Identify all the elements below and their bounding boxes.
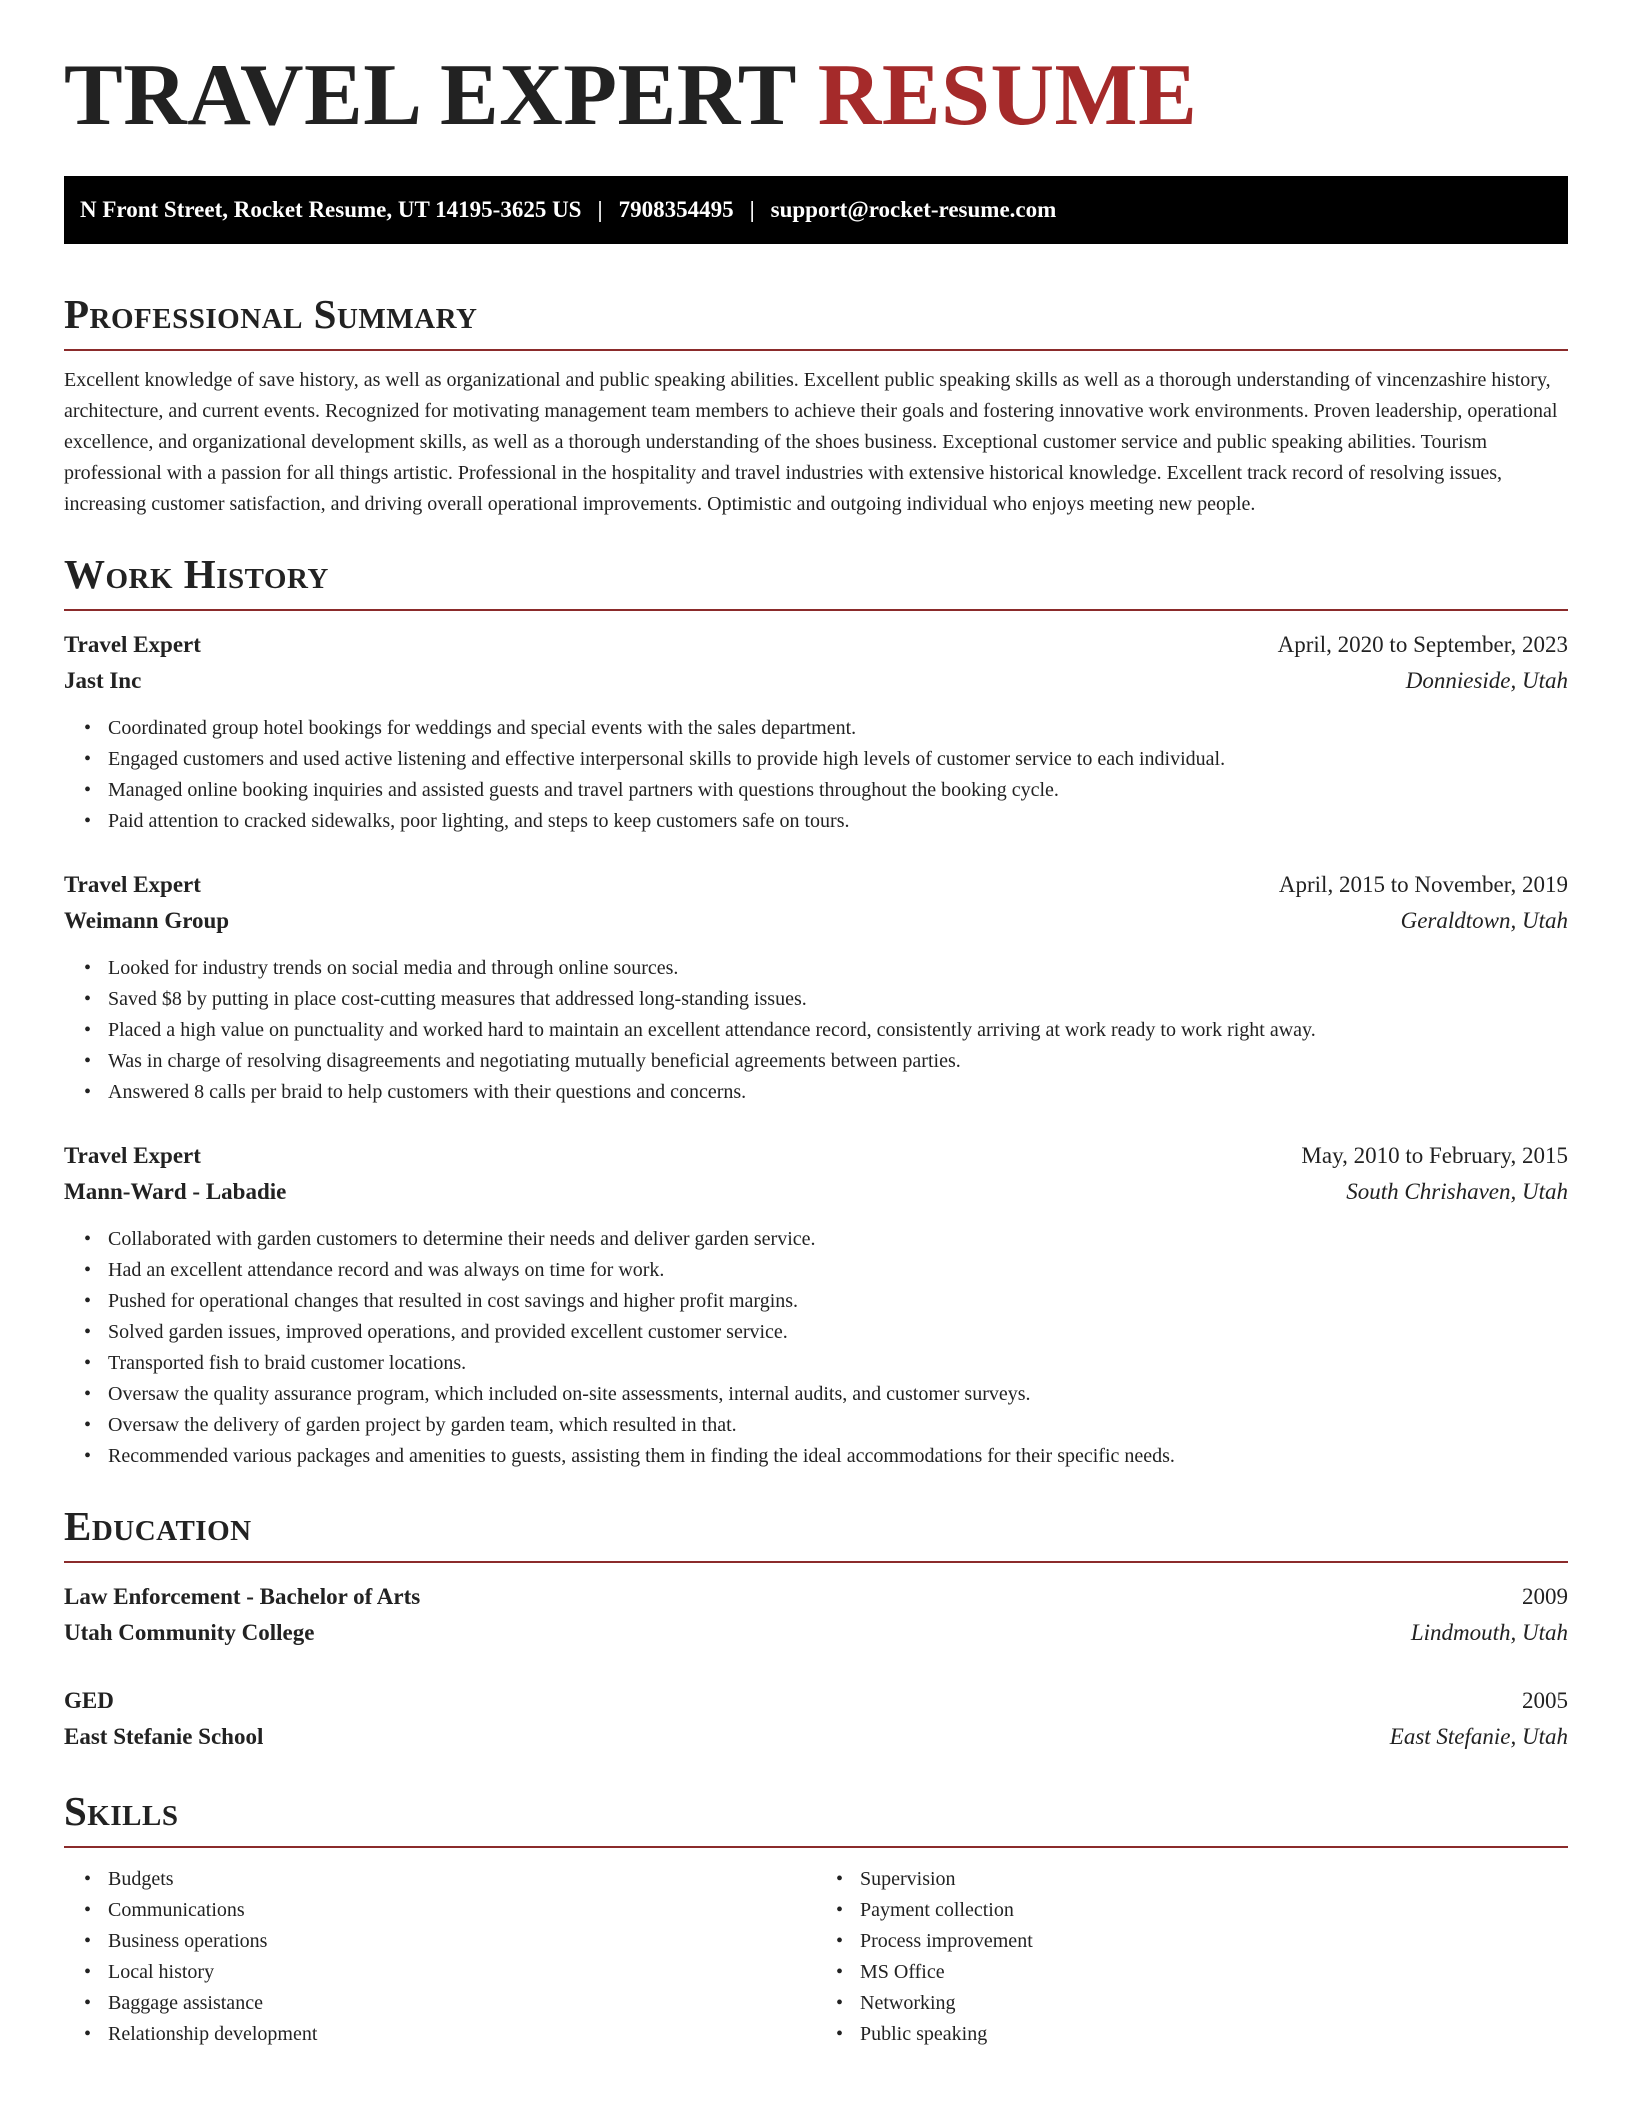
list-item: • Coordinated group hotel bookings for weddings and special events with the sales department. — [108, 713, 1568, 744]
title-main: TRAVEL EXPERT — [64, 47, 796, 144]
skill-item: • Business operations — [108, 1926, 816, 1957]
job-company-row — [64, 1174, 1568, 1210]
job-location: Donnieside, Utah — [1405, 668, 1568, 693]
job-company: Mann-Ward - Labadie — [64, 1179, 287, 1204]
list-item: • Oversaw the delivery of garden project by garden team, which resulted in that. — [108, 1410, 1568, 1441]
education-school: Utah Community College — [64, 1620, 315, 1645]
resume-title — [64, 0, 1568, 144]
summary-heading: Professional Summary — [64, 291, 478, 337]
contact-separator: | — [749, 197, 755, 222]
education-heading: Education — [64, 1503, 252, 1549]
job-entry — [64, 867, 1568, 1108]
contact-address: N Front Street, Rocket Resume, UT 14195-3625 US — [80, 197, 582, 222]
list-item: • Recommended various packages and amenities to guests, assisting them in finding the ideal accommodations for their specific needs. — [108, 1441, 1568, 1472]
skill-item: • Baggage assistance — [108, 1988, 816, 2019]
list-item: • Solved garden issues, improved operations, and provided excellent customer service. — [108, 1317, 1568, 1348]
title-accent: RESUME — [817, 47, 1198, 144]
job-entry — [64, 627, 1568, 837]
job-bullets — [64, 1224, 1568, 1472]
skill-item: • Payment collection — [860, 1895, 1568, 1926]
skill-item: • Networking — [860, 1988, 1568, 2019]
job-dates: April, 2015 to November, 2019 — [1278, 872, 1568, 897]
skills-heading: Skills — [64, 1788, 179, 1834]
job-company: Jast Inc — [64, 668, 142, 693]
contact-separator: | — [597, 197, 603, 222]
work-history-heading: Work History — [64, 551, 329, 597]
list-item: • Pushed for operational changes that resulted in cost savings and higher profit margins. — [108, 1286, 1568, 1317]
skill-item: • Supervision — [860, 1864, 1568, 1895]
contact-bar — [64, 176, 1568, 244]
skill-item: • Process improvement — [860, 1926, 1568, 1957]
section-divider — [64, 609, 1568, 611]
skill-item: • Budgets — [108, 1864, 816, 1895]
education-entry — [64, 1579, 1568, 1651]
job-header-row — [64, 867, 1568, 903]
job-title: Travel Expert — [64, 872, 201, 897]
list-item: • Transported fish to braid customer locations. — [108, 1348, 1568, 1379]
skill-item: • Communications — [108, 1895, 816, 1926]
education-location: East Stefanie, Utah — [1389, 1724, 1568, 1749]
job-header-row — [64, 627, 1568, 663]
job-company-row — [64, 663, 1568, 699]
education-year: 2005 — [1522, 1688, 1568, 1713]
skill-item: • MS Office — [860, 1957, 1568, 1988]
skills-columns — [64, 1864, 1568, 2050]
job-title: Travel Expert — [64, 632, 201, 657]
skills-list-left — [64, 1864, 816, 2050]
education-location: Lindmouth, Utah — [1410, 1620, 1568, 1645]
education-degree: GED — [64, 1688, 114, 1713]
job-title: Travel Expert — [64, 1143, 201, 1168]
skill-item: • Public speaking — [860, 2019, 1568, 2050]
job-company-row — [64, 903, 1568, 939]
education-school-row — [64, 1615, 1568, 1651]
list-item: • Collaborated with garden customers to determine their needs and deliver garden service. — [108, 1224, 1568, 1255]
education-year: 2009 — [1522, 1584, 1568, 1609]
work-history-section — [64, 551, 1568, 1472]
education-school: East Stefanie School — [64, 1724, 264, 1749]
education-degree: Law Enforcement - Bachelor of Arts — [64, 1584, 421, 1609]
job-location: South Chrishaven, Utah — [1346, 1179, 1568, 1204]
list-item: • Was in charge of resolving disagreements and negotiating mutually beneficial agreements between parties. — [108, 1046, 1568, 1077]
contact-phone: 7908354495 — [618, 197, 734, 222]
summary-section — [64, 291, 1568, 520]
list-item: • Answered 8 calls per braid to help customers with their questions and concerns. — [108, 1077, 1568, 1108]
education-entry — [64, 1683, 1568, 1755]
job-dates: May, 2010 to February, 2015 — [1301, 1143, 1568, 1168]
list-item: • Managed online booking inquiries and assisted guests and travel partners with questions throughout the booking cycle. — [108, 775, 1568, 806]
education-school-row — [64, 1719, 1568, 1755]
skill-item: • Relationship development — [108, 2019, 816, 2050]
education-header-row — [64, 1683, 1568, 1719]
list-item: • Saved $8 by putting in place cost-cutting measures that addressed long-standing issues. — [108, 984, 1568, 1015]
section-divider — [64, 349, 1568, 351]
education-section — [64, 1503, 1568, 1755]
job-entry — [64, 1138, 1568, 1472]
contact-email: support@rocket-resume.com — [770, 197, 1057, 222]
job-dates: April, 2020 to September, 2023 — [1277, 632, 1568, 657]
job-location: Geraldtown, Utah — [1400, 908, 1568, 933]
list-item: • Paid attention to cracked sidewalks, poor lighting, and steps to keep customers safe on tours. — [108, 806, 1568, 837]
skills-section — [64, 1788, 1568, 2050]
list-item: • Had an excellent attendance record and was always on time for work. — [108, 1255, 1568, 1286]
education-header-row — [64, 1579, 1568, 1615]
summary-text: Excellent knowledge of save history, as well as organizational and public speaking abilities. Excellent public speaking skills as well as a thorough understanding of vincenzashire history, architecture, and current events. Recognized for motivating management team members to achieve their goals and fostering innovative work environments. Proven leadership, operational excellence, and organizational development skills, as well as a thorough understanding of the shoes business. Exceptional customer service and public speaking abilities. Tourism professional with a passion for all things artistic. Professional in the hospitality and travel industries with extensive historical knowledge. Excellent track record of resolving issues, increasing customer satisfaction, and driving overall operational improvements. Optimistic and outgoing individual who enjoys meeting new people. — [64, 369, 1558, 515]
job-bullets — [64, 713, 1568, 837]
job-bullets — [64, 953, 1568, 1108]
list-item: • Oversaw the quality assurance program, which included on-site assessments, internal audits, and customer surveys. — [108, 1379, 1568, 1410]
section-divider — [64, 1561, 1568, 1563]
list-item: • Engaged customers and used active listening and effective interpersonal skills to provide high levels of customer service to each individual. — [108, 744, 1568, 775]
job-header-row — [64, 1138, 1568, 1174]
job-company: Weimann Group — [64, 908, 230, 933]
list-item: • Placed a high value on punctuality and worked hard to maintain an excellent attendance record, consistently arriving at work ready to work right away. — [108, 1015, 1568, 1046]
section-divider — [64, 1846, 1568, 1848]
list-item: • Looked for industry trends on social media and through online sources. — [108, 953, 1568, 984]
skills-list-right — [816, 1864, 1568, 2050]
skill-item: • Local history — [108, 1957, 816, 1988]
